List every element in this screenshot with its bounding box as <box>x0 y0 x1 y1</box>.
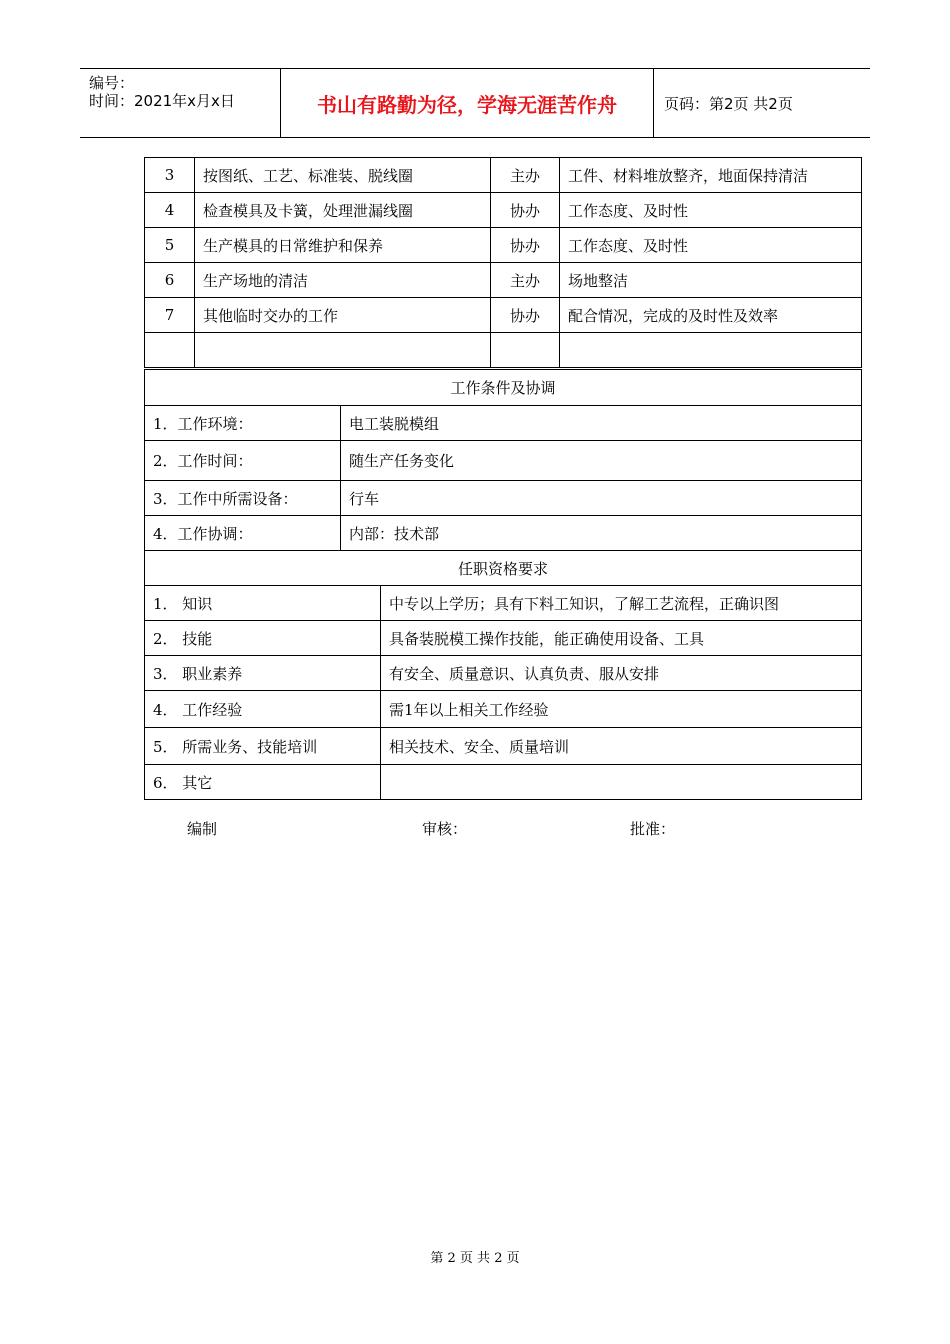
duty-role: 主办 <box>491 158 560 193</box>
time-label: 时间：2021年x月x日 <box>89 92 235 110</box>
condition-value: 内部：技术部 <box>341 516 862 551</box>
qualification-value: 具备装脱模工操作技能，能正确使用设备、工具 <box>381 621 862 656</box>
duty-task: 其他临时交办的工作 <box>195 298 491 333</box>
duty-number <box>145 333 195 368</box>
motto: 书山有路勤为径，学海无涯苦作舟 <box>281 69 654 137</box>
duty-number: 4 <box>145 193 195 228</box>
page-label: 页码：第2页 共2页 <box>664 94 793 113</box>
prepared-label: 编制 <box>187 820 218 838</box>
table-row <box>145 228 862 263</box>
page-number: 第 2 页 共 2 页 <box>430 1251 520 1266</box>
duty-task: 检查模具及卡簧，处理泄漏线圈 <box>195 193 491 228</box>
conditions-title: 工作条件及协调 <box>145 370 862 406</box>
conditions-table <box>144 369 862 551</box>
condition-label: 2．工作时间： <box>145 441 341 481</box>
duty-task: 生产模具的日常维护和保养 <box>195 228 491 263</box>
condition-value: 随生产任务变化 <box>341 441 862 481</box>
table-row <box>145 158 862 193</box>
number-label: 编号： <box>89 74 135 92</box>
duty-standard: 工作态度、及时性 <box>560 193 862 228</box>
qualification-label: 1． 知识 <box>145 586 381 621</box>
duty-standard: 配合情况，完成的及时性及效率 <box>560 298 862 333</box>
qualification-label: 5． 所需业务、技能培训 <box>145 728 381 765</box>
duty-role: 协办 <box>491 193 560 228</box>
qualification-value: 中专以上学历；具有下料工知识，了解工艺流程，正确识图 <box>381 586 862 621</box>
duty-role <box>491 333 560 368</box>
duty-task: 生产场地的清洁 <box>195 263 491 298</box>
condition-value: 电工装脱模组 <box>341 406 862 441</box>
duty-standard: 工作态度、及时性 <box>560 228 862 263</box>
duty-standard: 场地整洁 <box>560 263 862 298</box>
table-row <box>145 263 862 298</box>
duty-role: 协办 <box>491 298 560 333</box>
qualification-value: 有安全、质量意识、认真负责、服从安排 <box>381 656 862 691</box>
duty-number: 7 <box>145 298 195 333</box>
qualification-label: 4． 工作经验 <box>145 691 381 728</box>
document-header <box>80 68 870 138</box>
condition-label: 4．工作协调： <box>145 516 341 551</box>
duty-task <box>195 333 491 368</box>
condition-value: 行车 <box>341 481 862 516</box>
qualification-label: 3． 职业素养 <box>145 656 381 691</box>
table-row <box>145 193 862 228</box>
duties-table <box>144 157 862 368</box>
duty-number: 6 <box>145 263 195 298</box>
qualification-value <box>381 765 862 800</box>
qualifications-table <box>144 550 862 800</box>
table-row <box>145 333 862 368</box>
qualifications-title: 任职资格要求 <box>145 551 862 586</box>
qualification-value: 相关技术、安全、质量培训 <box>381 728 862 765</box>
reviewed-label: 审核： <box>422 820 468 838</box>
approved-label: 批准： <box>630 820 676 838</box>
condition-label: 3．工作中所需设备： <box>145 481 341 516</box>
table-row <box>145 298 862 333</box>
duty-number: 5 <box>145 228 195 263</box>
duty-standard <box>560 333 862 368</box>
header-meta <box>80 69 281 137</box>
duty-role: 主办 <box>491 263 560 298</box>
duty-standard: 工件、材料堆放整齐，地面保持清洁 <box>560 158 862 193</box>
qualification-value: 需1年以上相关工作经验 <box>381 691 862 728</box>
condition-label: 1．工作环境： <box>145 406 341 441</box>
qualification-label: 6． 其它 <box>145 765 381 800</box>
qualification-label: 2． 技能 <box>145 621 381 656</box>
duty-role: 协办 <box>491 228 560 263</box>
duty-number: 3 <box>145 158 195 193</box>
duty-task: 按图纸、工艺、标准装、脱线圈 <box>195 158 491 193</box>
